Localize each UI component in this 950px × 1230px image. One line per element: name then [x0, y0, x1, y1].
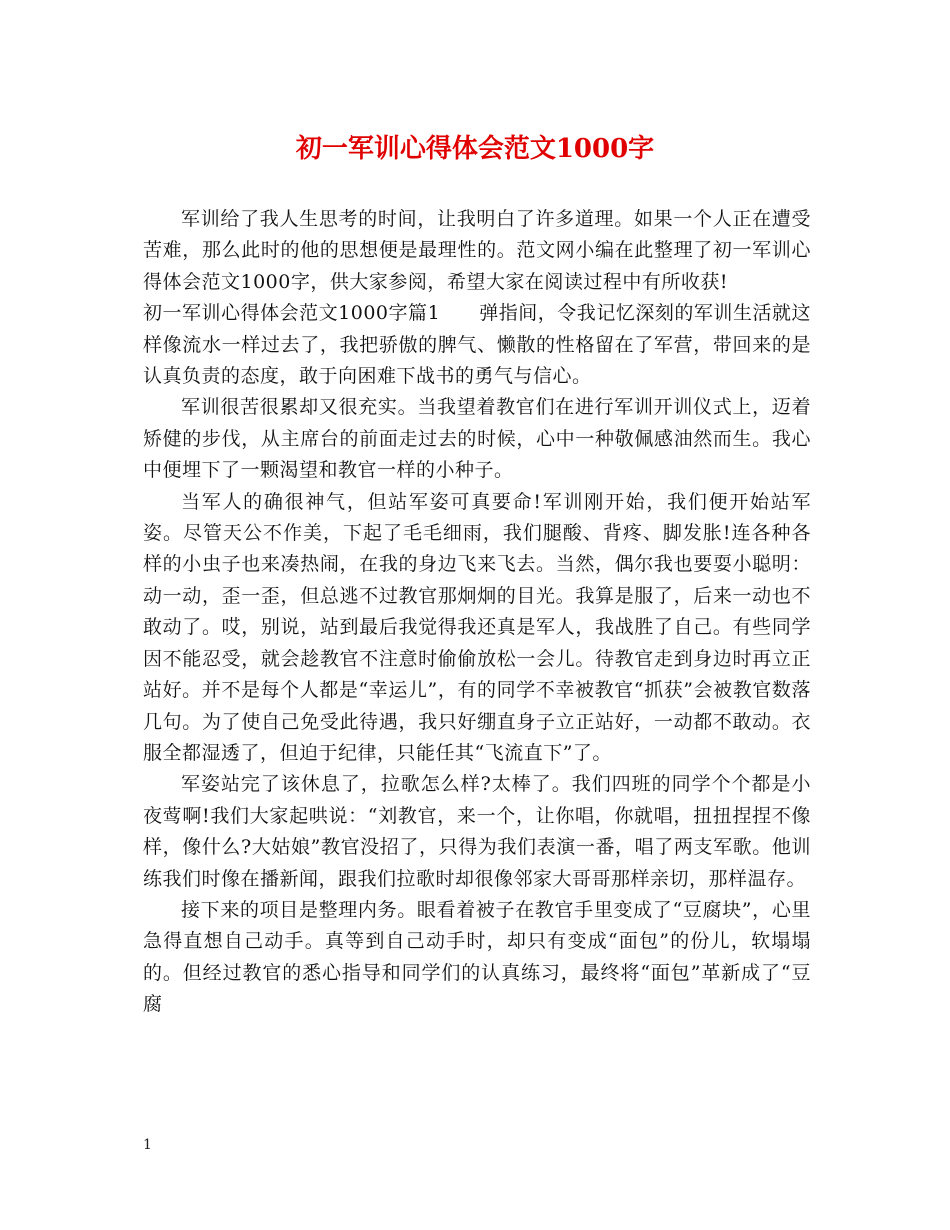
paragraph-standing-posture: 当军人的确很神气，但站军姿可真要命!军训刚开始，我们便开始站军姿。尽管天公不作美，下起了毛毛细雨，我们腿酸、背疼、脚发胀!连各种各样的小虫子也来凑热闹，在我的身边飞来飞去。当然，偶尔我也要耍小聪明：动一动，歪一歪，但总逃不过教官那炯炯的目光。我算是服了，后来一动也不敢动了。哎，别说，站到最后我觉得我还真是军人，我战胜了自己。有些同学因不能忍受，就会趁教官不注意时偷偷放松一会儿。待教官走到身边时再立正站好。并不是每个人都是“幸运儿”，有的同学不幸被教官“抓获”会被教官数落几句。为了使自己免受此待遇，我只好绷直身子立正站好，一动都不敢动。衣服全都湿透了，但迫于纪律，只能任其“飞流直下”了。 [143, 490, 811, 764]
paragraph-singing: 军姿站完了该休息了，拉歌怎么样?太棒了。我们四班的同学个个都是小夜莺啊!我们大家起哄说：“刘教官，来一个，让你唱，你就唱，扭扭捏捏不像样，像什么?大姑娘”教官没招了，只得为我们表演一番，唱了两支军歌。他训练我们时像在播新闻，跟我们拉歌时却很像邻家大哥哥那样亲切，那样温存。 [143, 773, 811, 890]
document-body [143, 204, 811, 1021]
paragraph-training-hard: 军训很苦很累却又很充实。当我望着教官们在进行军训开训仪式上，迈着矫健的步伐，从主席台的前面走过去的时候，心中一种敬佩感油然而生。我心中便埋下了一颗渴望和教官一样的小种子。 [143, 396, 811, 482]
document-title: 初一军训心得体会范文1000字 [295, 134, 655, 164]
paragraph-intro: 军训给了我人生思考的时间，让我明白了许多道理。如果一个人正在遭受苦难，那么此时的他的思想便是最理性的。范文网小编在此整理了初一军训心得体会范文1000字，供大家参阅，希望大家在阅读过程中有所收获! [143, 208, 811, 293]
page-number: 1 [143, 1137, 152, 1153]
paragraph-housekeeping: 接下来的项目是整理内务。眼看着被子在教官手里变成了“豆腐块”，心里急得直想自己动手。真等到自己动手时，却只有变成“面包”的份儿，软塌塌的。但经过教官的悉心指导和同学们的认真练习，最终将“面包”革新成了“豆腐 [143, 898, 811, 1016]
paragraph-section-1-start: 初一军训心得体会范文1000字篇1 弹指间，令我记忆深刻的军训生活就这样像流水一样过去了，我把骄傲的脾气、懒散的性格留在了军营，带回来的是认真负责的态度，敢于向困难下战书的勇气与信心。 [143, 302, 811, 388]
